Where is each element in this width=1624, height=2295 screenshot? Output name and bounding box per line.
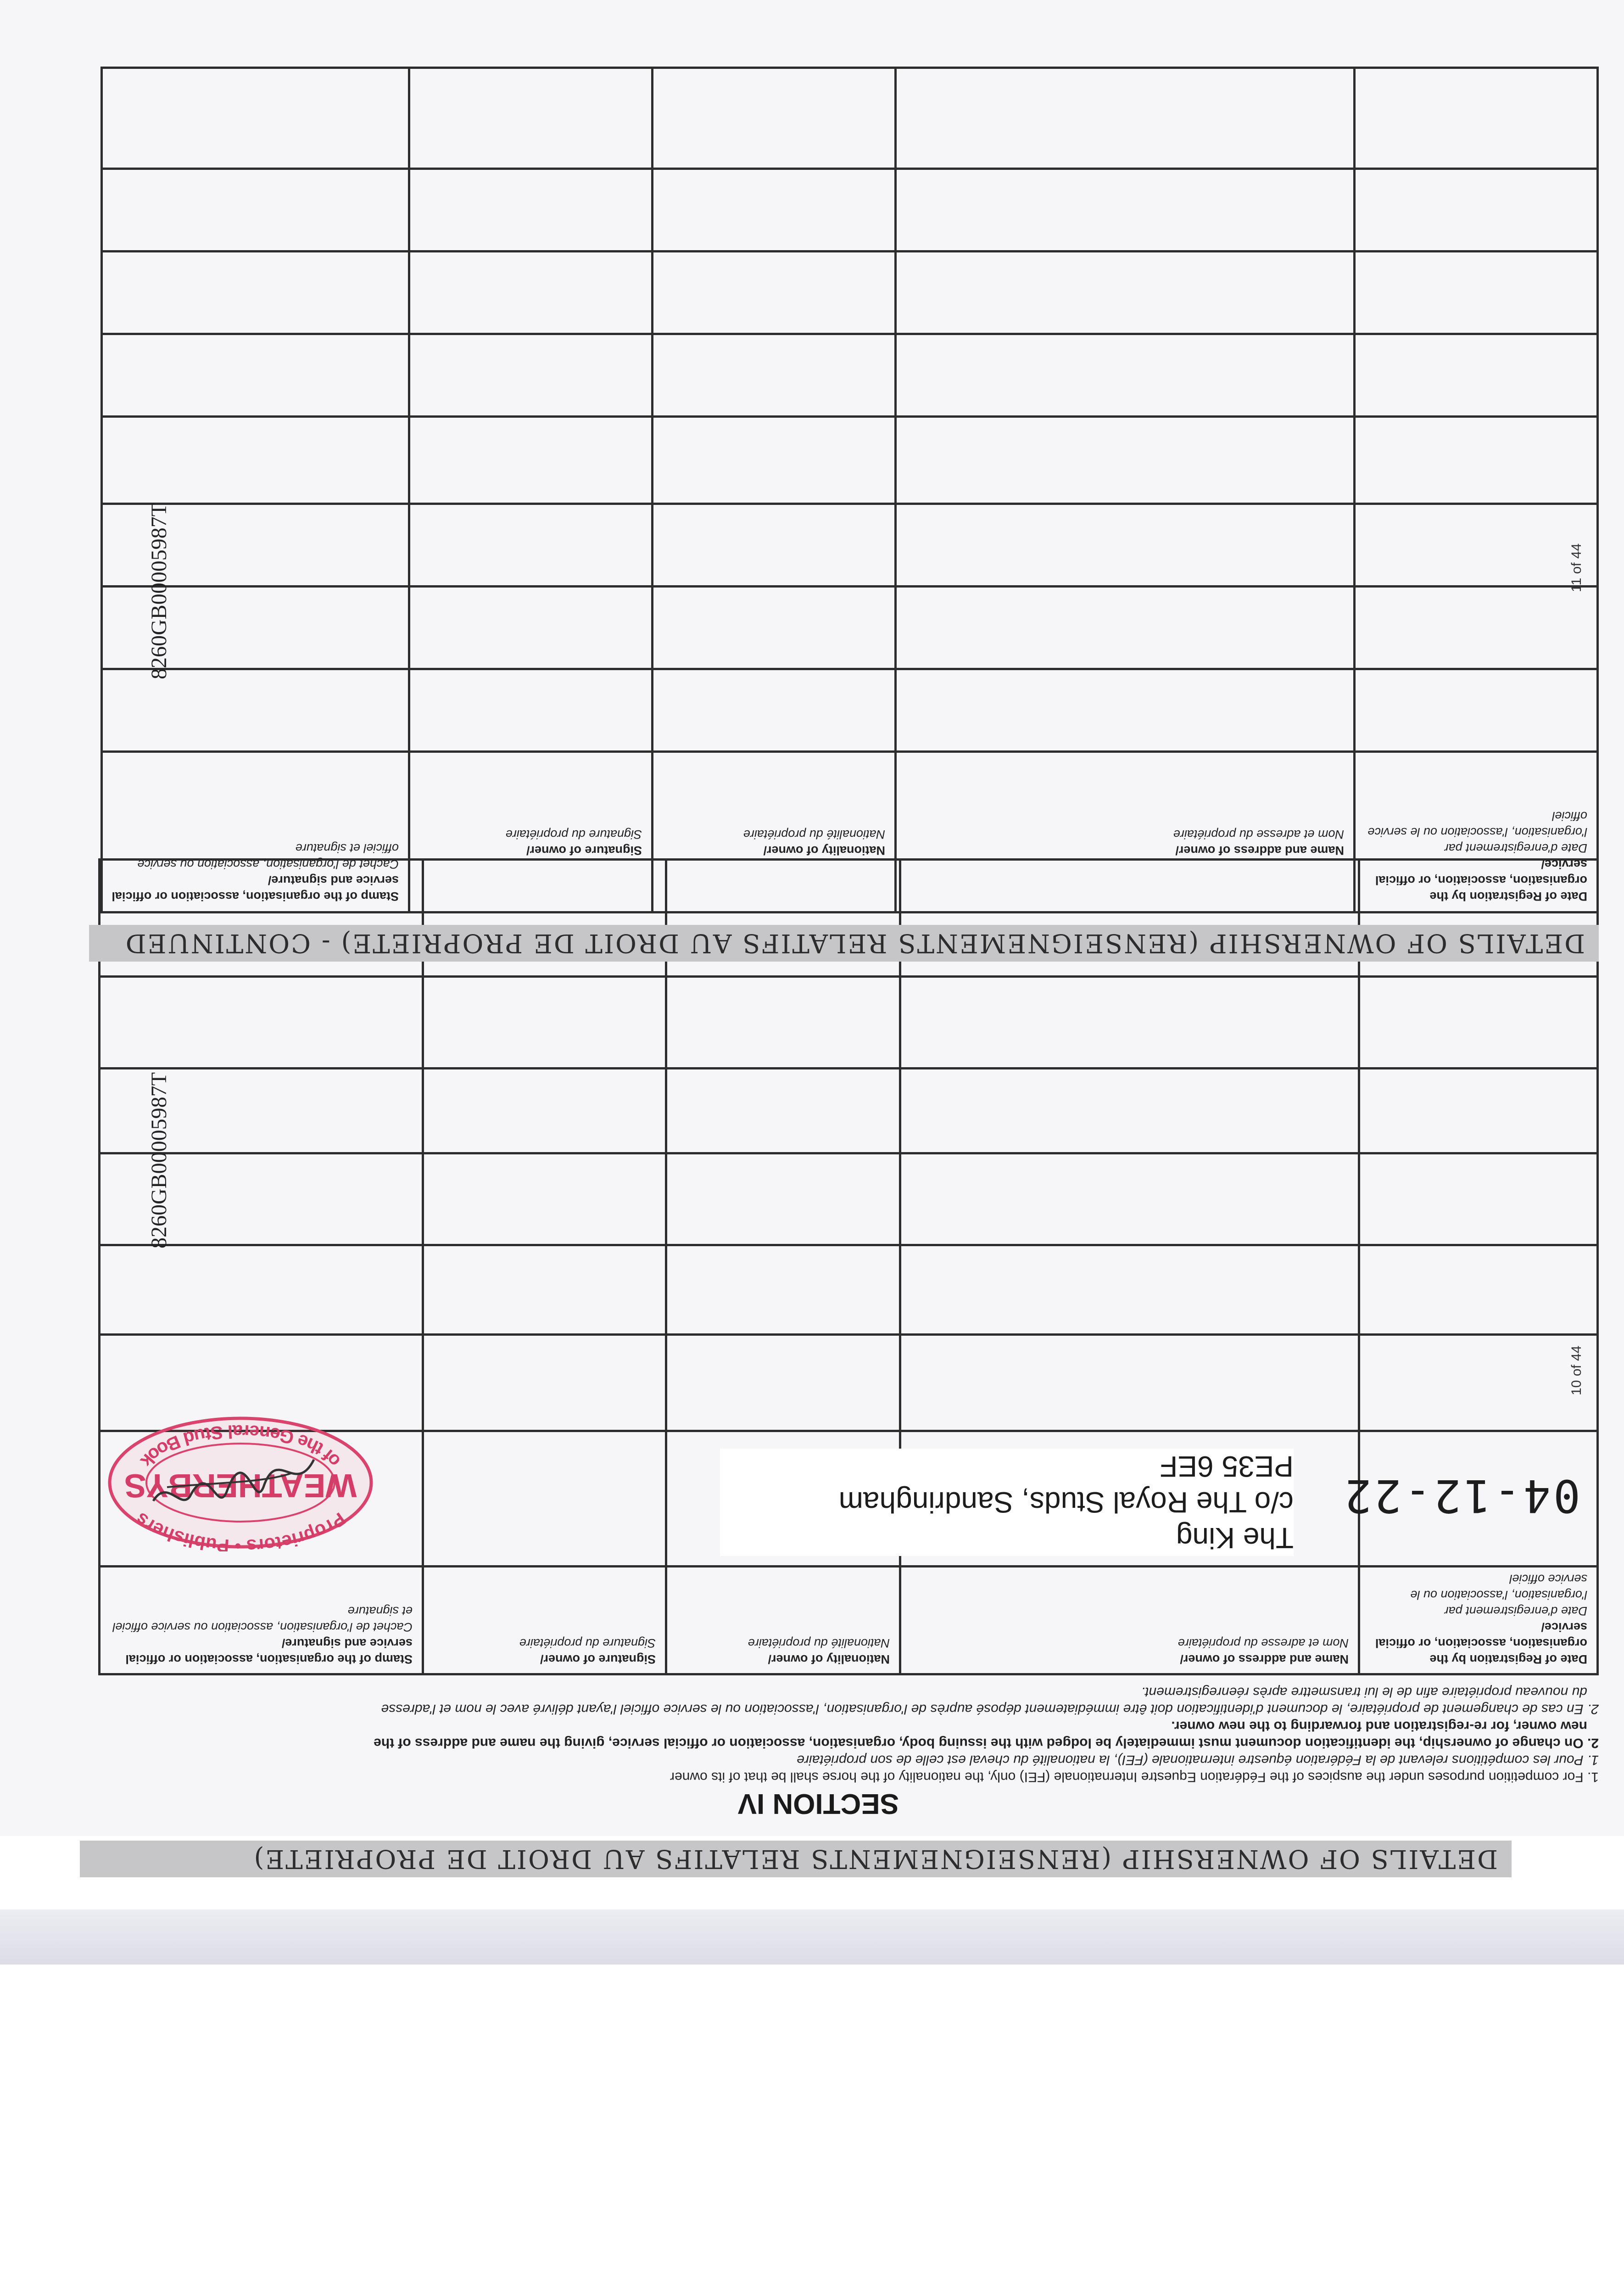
ownership-continued-table	[100, 67, 1599, 913]
column-header-owner-signature: Signature of owner/ Signature du propriétaire	[519, 1636, 656, 1666]
column-header-owner-name-address: Name and address of owner/ Nom et adresse du propriétaire	[1178, 1636, 1349, 1666]
stamp-graphic	[98, 1414, 383, 1551]
note-1-en: 1. For competition purposes under the auspices of the Fédération Equestre Internationale (FEI) only, the nationality of the horse shall be that of its owner	[670, 1769, 1599, 1785]
document-number-left: 8260GB00005987T	[147, 1072, 171, 1248]
page-number-right: 11 of 44	[1569, 543, 1584, 592]
document-number-right: 8260GB00005987T	[147, 503, 171, 679]
page-number-left: 10 of 44	[1569, 1345, 1584, 1395]
scan-fold-band	[0, 1909, 1624, 1965]
ownership-continued-header-text: DETAILS OF OWNERSHIP (RENSEIGNEMENTS RELATIFS AU DROIT DE PROPRIETE) - CONTINUED	[124, 928, 1585, 958]
note-1-fr: 1. Pour les compétitions relevant de la Fédération équestre internationale (FEI), la nationalité du cheval est celle de son propriétaire	[797, 1752, 1599, 1768]
scan-blank-area	[0, 1836, 1624, 2295]
owner-line-2: c/o The Royal Studs, Sandringham	[838, 1486, 1294, 1519]
owner-line-3: PE35 6EF	[1160, 1450, 1294, 1483]
column-header-date: Date of Registration by the organisation, association, or official service/ Date d'enregistrement par l'organisation, l'association ou le service officiel	[1375, 1572, 1587, 1666]
continued-column-header-date: Date of Registration by the organisation, association, or official service/ Date d'enregistrement par l'organisation, l'association ou le service officiel	[1367, 809, 1587, 903]
continued-column-header-stamp: Stamp of the organisation, association or official service and signature/ Cachet de l'organisation, association ou service officiel et signature	[112, 841, 399, 903]
owner-line-1: The King	[1176, 1522, 1294, 1555]
note-2-fr-cont: du nouveau propriétaire afin de le lui transmettre après réenregistrement.	[1141, 1685, 1587, 1700]
ownership-continued-header	[89, 925, 1599, 962]
stamp-top-text: Proprietors • Publishers	[132, 1508, 349, 1551]
note-2-en-cont: new owner, for re-registration and forwarding to the new owner.	[1171, 1718, 1587, 1734]
weatherbys-stamp	[98, 1414, 383, 1551]
note-2-en: 2. On change of ownership, the identification document must immediately be lodged with the issuing body, organisation, association or official service, giving the name and address of the	[374, 1735, 1599, 1751]
stamp-bottom-text: of the General Stud Book	[136, 1421, 345, 1471]
note-2-fr: 2. En cas de changement de propriétaire, le document d'identification doit être immédiatement déposé auprès de l'organisation, l'association ou le service officiel l'ayant délivré avec le nom et l'adresse	[381, 1702, 1599, 1717]
ownership-header-text: DETAILS OF OWNERSHIP (RENSEIGNEMENTS RELATIFS AU DROIT DE PROPRIETE)	[252, 1844, 1498, 1874]
stamp-middle-text: WEATHERBYS	[124, 1467, 357, 1504]
ownership-table	[98, 858, 1599, 1675]
ownership-header	[80, 1841, 1512, 1877]
section-title: SECTION IV	[737, 1788, 899, 1819]
continued-column-header-nationality: Nationality of owner/ Nationalité du propriétaire	[743, 828, 885, 857]
owner-name-address	[720, 1449, 1294, 1556]
continued-column-header-owner-signature: Signature of owner/ Signature du propriétaire	[505, 828, 642, 857]
column-header-stamp: Stamp of the organisation, association or official service and signature/ Cachet de l'organisation, association ou service officiel et signature	[112, 1604, 413, 1666]
registration-date-entry: 04-12-22	[1341, 1469, 1580, 1522]
continued-column-header-owner-name-address: Name and address of owner/ Nom et adresse du propriétaire	[1173, 828, 1344, 857]
column-header-nationality: Nationality of owner/ Nationalité du propriétaire	[748, 1636, 890, 1666]
